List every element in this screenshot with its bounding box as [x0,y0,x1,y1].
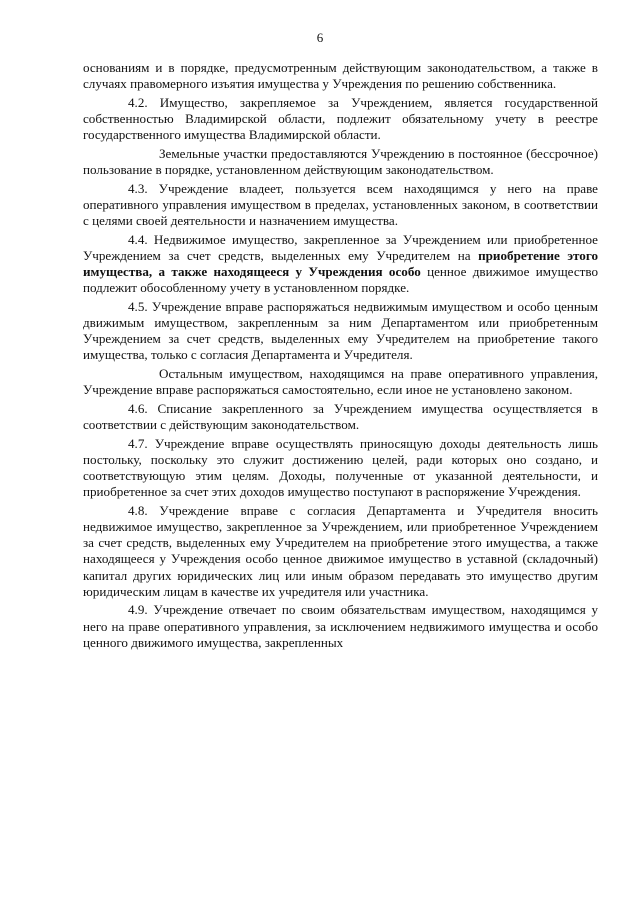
paragraph-4-4-text-start: 4.4. Недвижимое имущество, закрепленное за Учреждением или приобретенное Учреждением за счет средств, выделенных ему Учредителем на [83,231,598,263]
paragraph-4-4-text-end: ценное движимое имущество подлежит обособленному учету в установленном порядке. [83,264,598,296]
paragraph-land-plots: Земельные участки предоставляются Учреждению в постоянное (бессрочное) пользование в порядке, установленном действующим законодательством. [83,145,598,177]
paragraph-4-5: 4.5. Учреждение вправе распоряжаться недвижимым имуществом и особо ценным движимым имуществом, закрепленным за ним Департаментом или приобретенным Учреждением за счет средств, выделенных ему Учредителем на приобретение такого имущества, только с согласия Департамента и Учредителя. [83,298,598,363]
page-number: 6 [316,30,324,45]
paragraph-4-6: 4.6. Списание закрепленного за Учреждением имущества осуществляется в соответствии с действующим законодательством. [83,400,598,432]
paragraph-4-8: 4.8. Учреждение вправе с согласия Департамента и Учредителя вносить недвижимое имущество, закрепленное за Учреждением, или приобретенное Учреждением за счет средств, выделенных ему Учредителем на приобретение этого имущества, а также находящееся у Учреждения особо ценное движимое имущество в уставной (складочный) капитал других юридических лиц или иным образом передавать это имущество другим юридическим лицам в качестве их учредителя или участника. [83,502,598,599]
paragraph-4-3: 4.3. Учреждение владеет, пользуется всем находящимся у него на праве оперативного управления имуществом в пределах, установленных законом, в соответствии с целями своей деятельности и назначением имущества. [83,180,598,228]
paragraph-4-9: 4.9. Учреждение отвечает по своим обязательствам имуществом, находящимся у него на праве оперативного управления, за исключением недвижимого имущества и особо ценного движимого имущества, закрепленных [83,602,598,650]
paragraph-continuation: основаниям и в порядке, предусмотренным действующим законодательством, а также в случаях правомерного изъятия имущества у Учреждения по решению собственника. [83,60,598,92]
paragraph-4-7: 4.7. Учреждение вправе осуществлять приносящую доходы деятельность лишь постольку, поскольку это служит достижению целей, ради которых оно создано, и соответствующую этим целям. Доходы, полученные от указанной деятельности, и приобретенное за счет этих доходов имущество поступают в распоряжение Учреждения. [83,435,598,500]
document-body [83,60,598,653]
paragraph-4-4 [83,232,598,297]
paragraph-4-2: 4.2. Имущество, закрепляемое за Учреждением, является государственной собственностью Владимирской области, подлежит обязательному учету в реестре государственного имущества Владимирской области. [83,94,598,143]
paragraph-4-4-bold-text: приобретение этого имущества, а также находящееся у Учреждения особо [83,247,598,279]
paragraph-other-property: Остальным имуществом, находящимся на праве оперативного управления, Учреждение вправе распоряжаться самостоятельно, если иное не установлено законом. [83,366,598,398]
